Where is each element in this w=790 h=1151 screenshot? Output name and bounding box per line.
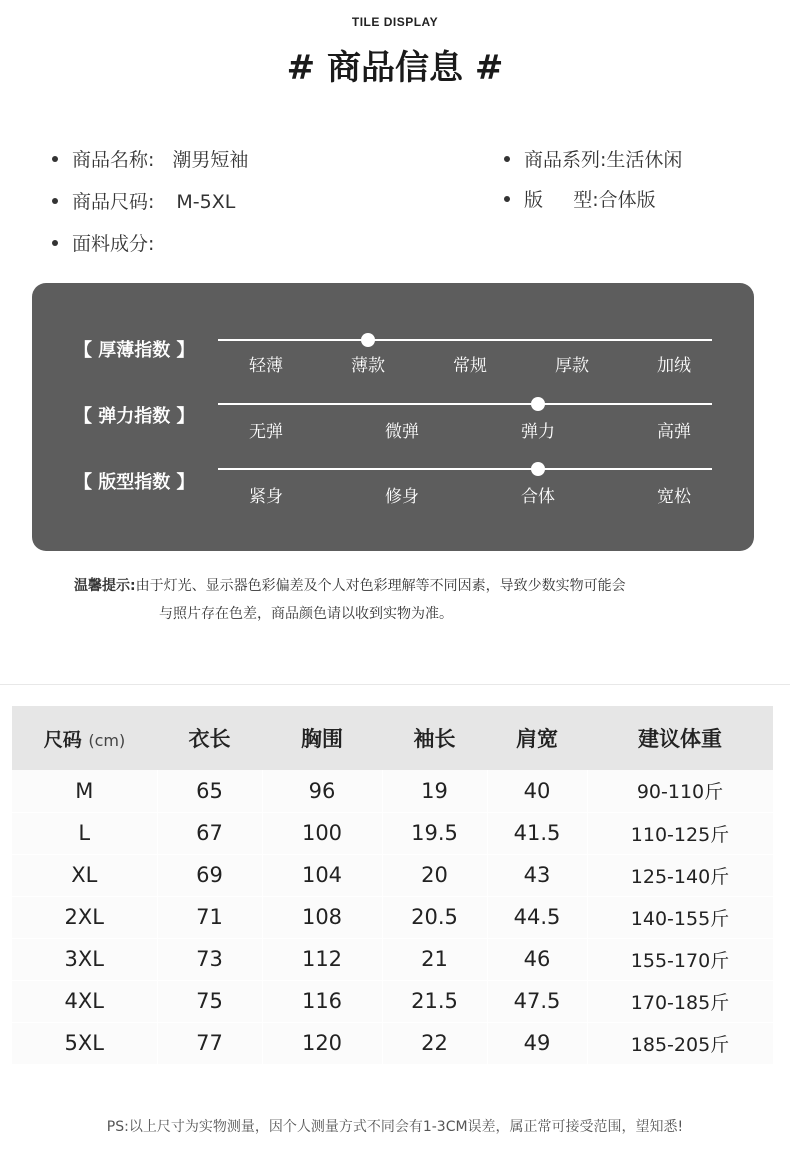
table-cell: 4XL [12,980,157,1022]
section-subtitle: TILE DISPLAY [351,15,439,29]
notice-label: 温馨提示: [74,578,136,594]
table-row [12,812,773,854]
table-cell: 110-125斤 [587,812,773,854]
table-cell: 65 [157,770,262,812]
index-option: 高弹 [657,422,691,442]
fit-index-knob [531,462,545,476]
index-option: 修身 [385,487,419,507]
bullet-dot-icon [52,198,58,204]
table-cell: 40 [487,770,587,812]
table-cell: XL [12,854,157,896]
table-cell: 71 [157,896,262,938]
bullet-dot-icon [52,156,58,162]
product-fit-label: 版 型: [524,189,599,211]
table-cell: 104 [262,854,382,896]
table-cell: 43 [487,854,587,896]
table-cell: 2XL [12,896,157,938]
size-table-header-sleeve: 袖长 [382,706,487,770]
size-table [12,706,774,1065]
thickness-index-knob [361,333,375,347]
fabric-label: 面料成分: [72,233,155,255]
index-option: 紧身 [249,487,283,507]
table-cell: L [12,812,157,854]
index-option: 加绒 [657,356,691,376]
bullet-dot-icon [504,156,510,162]
size-table-header-unit: (cm) [88,730,126,750]
notice-line-2: 与照片存在色差，商品颜色请以收到实物为准。 [159,606,453,622]
thickness-index-label: 【 厚薄指数 】 [74,340,195,361]
table-cell: 120 [262,1022,382,1064]
info-product-fit [504,185,656,212]
table-cell: M [12,770,157,812]
table-cell: 125-140斤 [587,854,773,896]
info-product-series [504,145,682,172]
table-cell: 47.5 [487,980,587,1022]
bullet-dot-icon [52,240,58,246]
table-row [12,980,773,1022]
product-size-label: 商品尺码: [72,191,155,213]
table-cell: 116 [262,980,382,1022]
table-row [12,896,773,938]
product-size-value: M-5XL [176,191,236,213]
fit-index-label: 【 版型指数 】 [74,472,195,493]
table-cell: 3XL [12,938,157,980]
table-row [12,1022,773,1064]
index-option: 弹力 [521,422,555,442]
size-table-header-chest: 胸围 [262,706,382,770]
notice-line-1: 由于灯光、显示器色彩偏差及个人对色彩理解等不同因素，导致少数实物可能会 [135,578,626,594]
table-cell: 20.5 [382,896,487,938]
index-panel [32,283,754,551]
table-cell: 41.5 [487,812,587,854]
size-table-header-row [12,706,773,770]
table-cell: 140-155斤 [587,896,773,938]
table-cell: 5XL [12,1022,157,1064]
table-cell: 100 [262,812,382,854]
table-cell: 19 [382,770,487,812]
index-option: 轻薄 [249,356,283,376]
table-cell: 21 [382,938,487,980]
table-row [12,938,773,980]
table-cell: 185-205斤 [587,1022,773,1064]
product-fit-value: 合体版 [598,189,656,211]
elasticity-index-label: 【 弹力指数 】 [74,406,195,427]
table-row [12,770,773,812]
table-cell: 155-170斤 [587,938,773,980]
section-title: # 商品信息 # [286,48,504,88]
info-product-name [52,145,248,172]
table-cell: 67 [157,812,262,854]
table-cell: 112 [262,938,382,980]
size-table-header-length: 衣长 [157,706,262,770]
index-option: 微弹 [385,422,419,442]
table-cell: 90-110斤 [587,770,773,812]
index-option: 常规 [453,356,487,376]
size-table-header-shoulder: 肩宽 [487,706,587,770]
elasticity-index-knob [531,397,545,411]
product-series-label: 商品系列: [524,149,607,171]
table-cell: 170-185斤 [587,980,773,1022]
info-fabric [52,229,154,256]
table-cell: 44.5 [487,896,587,938]
table-row [12,854,773,896]
product-series-value: 生活休闲 [606,149,683,171]
table-cell: 73 [157,938,262,980]
index-option: 合体 [521,487,555,507]
size-table-header-weight: 建议体重 [587,706,773,770]
table-cell: 96 [262,770,382,812]
index-option: 无弹 [249,422,283,442]
size-table-header-size: 尺码 (cm) [12,706,157,770]
table-cell: 22 [382,1022,487,1064]
table-cell: 108 [262,896,382,938]
table-cell: 19.5 [382,812,487,854]
table-cell: 46 [487,938,587,980]
divider [0,684,790,685]
fit-index-track [218,468,712,470]
footer-note: PS:以上尺寸为实物测量，因个人测量方式不同会有1-3CM误差，属正常可接受范围，望知悉! [106,1119,684,1135]
table-cell: 69 [157,854,262,896]
notice [74,572,626,628]
table-cell: 49 [487,1022,587,1064]
table-cell: 21.5 [382,980,487,1022]
index-option: 宽松 [657,487,691,507]
index-option: 厚款 [555,356,589,376]
product-name-value: 潮男短袖 [172,149,249,171]
bullet-dot-icon [504,196,510,202]
table-cell: 75 [157,980,262,1022]
index-option: 薄款 [351,356,385,376]
thickness-index-track [218,339,712,341]
table-cell: 77 [157,1022,262,1064]
elasticity-index-track [218,403,712,405]
info-product-size [52,187,235,214]
table-cell: 20 [382,854,487,896]
product-name-label: 商品名称: [72,149,155,171]
